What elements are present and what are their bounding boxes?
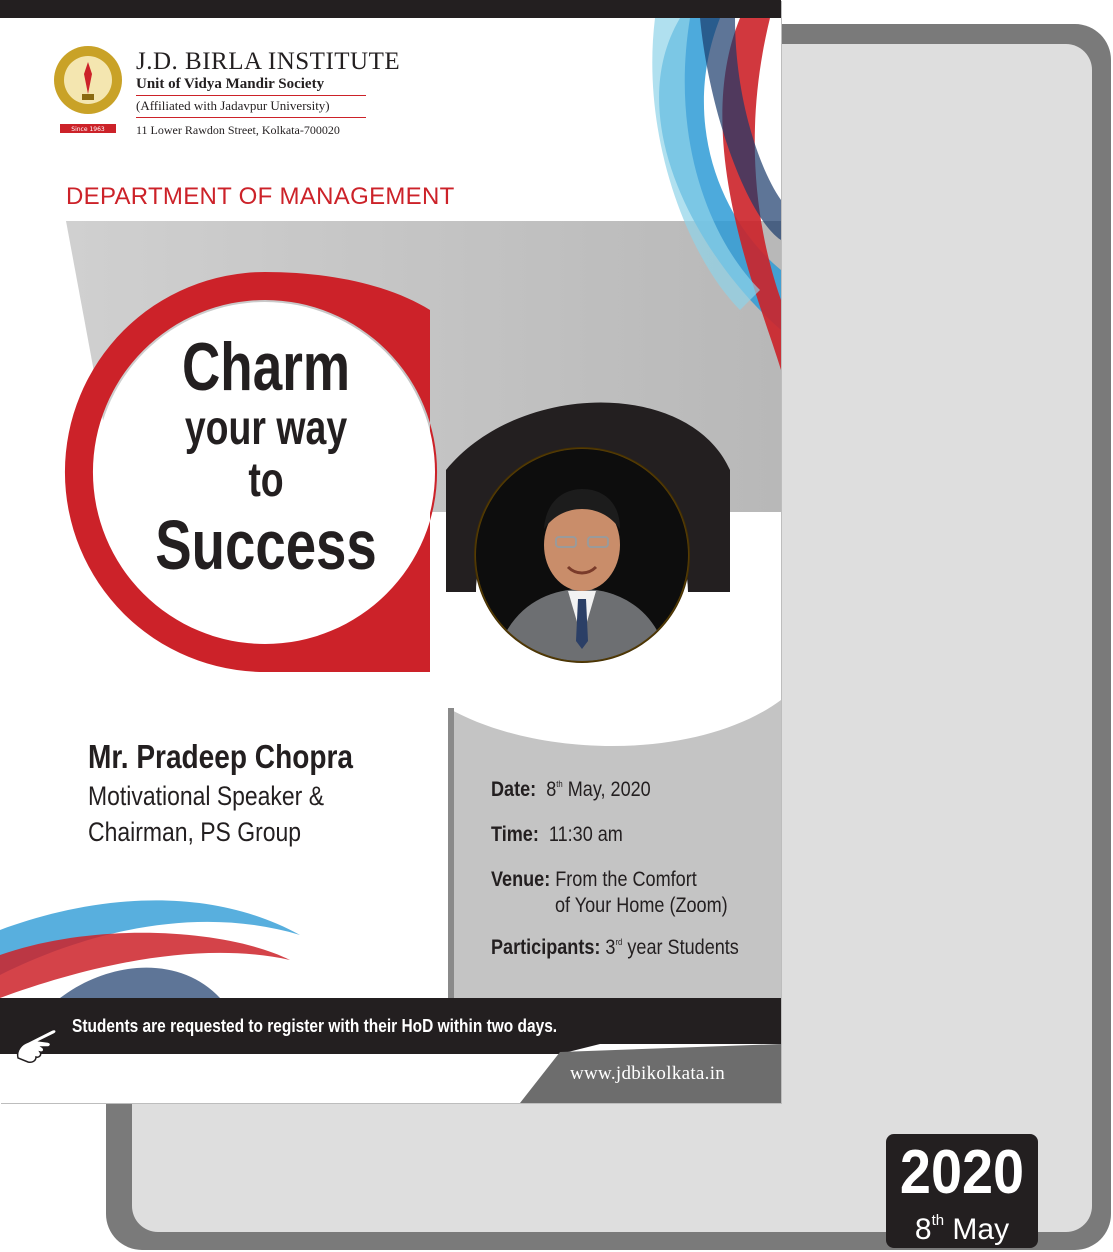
department-title: DEPARTMENT OF MANAGEMENT	[66, 183, 455, 210]
participants-label: Participants:	[491, 936, 601, 959]
event-time	[491, 823, 623, 847]
badge-month: May	[952, 1213, 1010, 1246]
badge-year: 2020	[899, 1138, 1025, 1207]
date-day: 8	[546, 778, 557, 801]
divider	[136, 95, 366, 96]
institute-affiliation: (Affiliated with Jadavpur University)	[136, 98, 330, 113]
badge-day-suffix: th	[931, 1212, 945, 1229]
pointing-hand-icon	[12, 1018, 64, 1070]
registration-notice: Students are requested to register with their HoD within two days.	[72, 1016, 558, 1036]
badge-day	[886, 1204, 1038, 1247]
venue-line1: From the Comfort	[555, 868, 697, 891]
participants-rest: year Students	[627, 936, 739, 959]
info-panel-edge	[448, 708, 454, 998]
headline-line4: Success	[155, 506, 377, 584]
speaker-role: Motivational Speaker &	[88, 781, 325, 811]
institute-address: 11 Lower Rawdon Street, Kolkata-700020	[136, 123, 340, 137]
divider	[136, 117, 366, 118]
date-suffix: th	[556, 779, 563, 789]
participants-num: 3	[605, 936, 616, 959]
headline-line1: Charm	[181, 329, 350, 405]
event-headline	[118, 330, 414, 582]
participants-suffix: rd	[615, 937, 623, 947]
event-date	[491, 778, 651, 802]
institute-seal-icon	[52, 44, 124, 134]
time-label: Time:	[491, 823, 539, 846]
date-label: Date:	[491, 778, 537, 801]
date-rest: May, 2020	[567, 778, 651, 801]
seal-since: Since 1963	[71, 126, 105, 133]
event-venue	[491, 868, 697, 892]
venue-line2: of Your Home (Zoom)	[555, 894, 728, 917]
speaker-organization: Chairman, PS Group	[88, 817, 302, 847]
speaker-name: Mr. Pradeep Chopra	[88, 738, 353, 775]
headline-line3: to	[248, 454, 284, 507]
headline-line2: your way	[184, 402, 348, 455]
event-participants	[491, 936, 739, 960]
badge-day-number: 8	[914, 1213, 932, 1246]
speaker-photo	[476, 449, 688, 661]
venue-label: Venue:	[491, 868, 551, 891]
institute-name: J.D. BIRLA INSTITUTE	[136, 48, 401, 75]
ribbon-bl-navy	[60, 968, 220, 998]
institute-unit: Unit of Vidya Mandir Society	[136, 76, 325, 92]
time-value: 11:30 am	[548, 823, 623, 846]
website-link[interactable]: www.jdbikolkata.in	[570, 1063, 726, 1084]
date-badge	[886, 1134, 1038, 1248]
